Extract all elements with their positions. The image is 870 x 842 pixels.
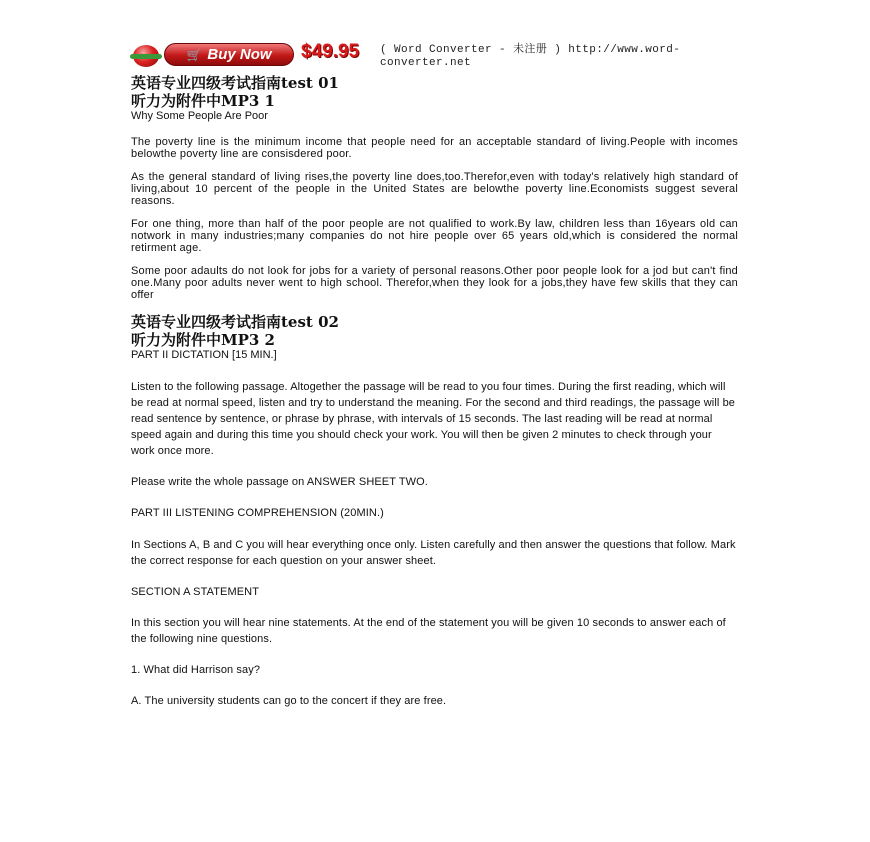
write-instruction: Please write the whole passage on ANSWER SHEET TWO. bbox=[131, 476, 428, 488]
cart-icon: 🛒 bbox=[186, 47, 202, 62]
sections-text: In Sections A, B and C you will hear everything once only. Listen carefully and then answer the questions that follow. Mark the correct response for each question on your answer sheet. bbox=[131, 539, 736, 567]
section-a-text: In this section you will hear nine statements. At the end of the statement you will be given 10 seconds to answer each of the following nine questions. bbox=[131, 617, 726, 645]
test1-paragraph: As the general standard of living rises,the poverty line does,too.Therefor,even with today's relatively high standard of living,about 10 percent of the people in the United States are belowthe poverty line.Economists suggest several reasons. bbox=[131, 171, 738, 207]
test1-paragraph: For one thing, more than half of the poor people are not qualified to work.By law, children less than 16years old can notwork in many industries;many companies do not hire people over 65 years old,which is considered the normal retirment age. bbox=[131, 218, 738, 254]
part3-heading: PART III LISTENING COMPREHENSION (20MIN.) bbox=[131, 507, 384, 519]
test1-title: 英语专业四级考试指南test 01 bbox=[131, 74, 339, 92]
test1-subtitle: 听力为附件中MP3 1 bbox=[131, 92, 275, 110]
test2-subtitle: 听力为附件中MP3 2 bbox=[131, 331, 275, 349]
converter-banner bbox=[133, 42, 733, 72]
converter-note: ( Word Converter - 未注册 ) http://www.word-converter.net bbox=[380, 44, 681, 69]
buy-now-button[interactable] bbox=[164, 43, 294, 66]
section-a-heading: SECTION A STATEMENT bbox=[131, 586, 260, 598]
test2-part-heading: PART II DICTATION [15 MIN.] bbox=[131, 349, 277, 361]
option-a: A. The university students can go to the concert if they are free. bbox=[131, 695, 447, 707]
test1-paragraph: The poverty line is the minimum income that people need for an acceptable standard of living.People with incomes belowthe poverty line are consisdered poor. bbox=[131, 136, 738, 160]
dictation-text: Listen to the following passage. Altogether the passage will be read to you four times. During the first reading, which will be read at normal speed, listen and try to understand the meaning. For the second and third readings, the passage will be read sentence by sentence, or phrase by phrase, with intervals of 15 seconds. The last reading will be read at normal speed again and during this time you should check your work. You will then be given 2 minutes to check through your work once more. bbox=[131, 381, 736, 457]
buy-now-label: Buy Now bbox=[207, 46, 272, 63]
test1-heading: Why Some People Are Poor bbox=[131, 110, 268, 122]
question-1: 1. What did Harrison say? bbox=[131, 664, 261, 676]
test1-paragraph: Some poor adaults do not look for jobs for a variety of personal reasons.Other poor people look for a jod but can't find one.Many poor adults never went to high school. Therefor,when they look for a jobs,they have few skills that they can offer bbox=[131, 265, 738, 301]
price-label: $49.95 bbox=[301, 41, 360, 62]
test2-title: 英语专业四级考试指南test 02 bbox=[131, 313, 339, 331]
logo-swoosh-icon bbox=[130, 54, 162, 59]
document-content bbox=[131, 74, 738, 709]
